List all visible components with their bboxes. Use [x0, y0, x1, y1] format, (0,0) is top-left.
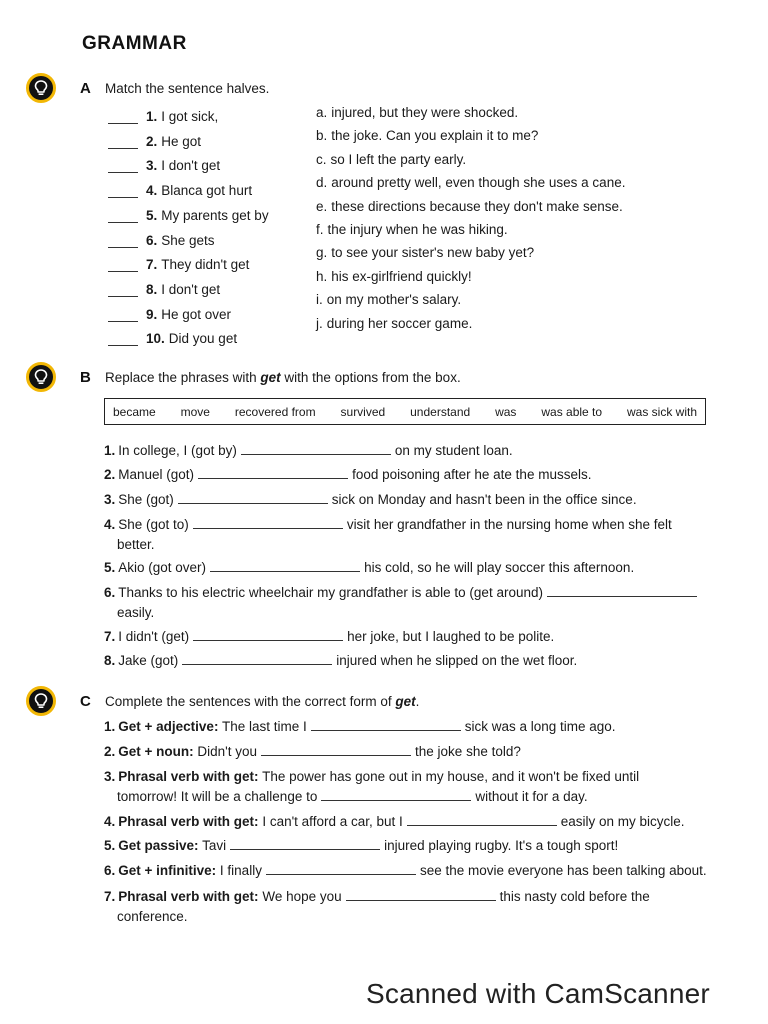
item-text: visit her grandfather in the nursing home when she felt	[346, 517, 672, 532]
item-number: 6.	[104, 863, 116, 878]
item-label: Get + noun:	[118, 744, 194, 759]
item-text: see the movie everyone has been talking about.	[419, 863, 707, 878]
page-title: GRAMMAR	[82, 33, 187, 54]
section-c-letter: C	[80, 693, 91, 710]
match-right-item	[316, 222, 508, 237]
match-left-item	[108, 129, 201, 149]
item-number: 4.	[104, 814, 116, 829]
item-text: She gets	[161, 232, 215, 248]
item-text: Manuel (got)	[118, 467, 195, 482]
item-label: Phrasal verb with get:	[118, 769, 259, 784]
item-label: Phrasal verb with get:	[118, 814, 259, 829]
item-letter: h.	[316, 268, 328, 284]
item-letter: d.	[316, 175, 328, 191]
item-text: I don't get	[161, 281, 221, 297]
item-number: 7.	[104, 889, 116, 904]
item-number: 3.	[104, 769, 116, 784]
item-text: Didn't you	[197, 744, 258, 759]
item-number: 6.	[146, 232, 158, 248]
answer-blank[interactable]	[210, 570, 360, 572]
exercise-item	[104, 887, 744, 927]
answer-blank[interactable]	[547, 595, 697, 597]
item-label: Get passive:	[118, 838, 199, 853]
item-text: Tavi	[202, 838, 227, 853]
item-letter: a.	[316, 105, 328, 120]
lightbulb-icon	[26, 73, 56, 103]
item-number: 3.	[146, 158, 158, 174]
exercise-item	[104, 515, 744, 555]
item-text: his ex-girlfriend quickly!	[331, 268, 472, 284]
item-text: I didn't (get)	[118, 629, 190, 644]
match-right-item	[316, 316, 472, 331]
match-left-item	[108, 178, 252, 198]
item-text-continued: tomorrow! It will be a challenge to	[117, 789, 318, 804]
word-option: became	[113, 404, 156, 419]
exercise-item	[104, 627, 744, 647]
item-number: 9.	[146, 306, 158, 322]
item-text-continued: conference.	[117, 909, 188, 924]
item-text-continued: easily.	[117, 605, 155, 620]
word-option: was able to	[541, 404, 603, 419]
item-number: 2.	[146, 133, 158, 149]
item-text: injured playing rugby. It's a tough sport!	[384, 838, 619, 853]
answer-blank[interactable]	[346, 899, 496, 901]
match-left-item	[108, 277, 220, 297]
answer-blank[interactable]	[108, 196, 138, 198]
item-number: 10.	[146, 331, 165, 347]
item-letter: f.	[316, 222, 324, 237]
match-right-item	[316, 175, 625, 190]
match-right-item	[316, 292, 461, 307]
item-number: 5.	[104, 560, 116, 575]
item-number: 4.	[104, 517, 116, 532]
answer-blank[interactable]	[266, 873, 416, 875]
camscanner-watermark: Scanned with CamScanner	[366, 978, 710, 1009]
item-number: 8.	[104, 653, 116, 668]
item-label: Get + adjective:	[118, 719, 219, 734]
item-text: during her soccer game.	[326, 315, 473, 331]
item-text: on my mother's salary.	[326, 292, 462, 308]
match-right-item	[316, 269, 472, 284]
item-number: 2.	[104, 467, 116, 482]
item-text: In college, I (got by)	[118, 443, 237, 458]
match-left-item	[108, 228, 215, 248]
match-right-item	[316, 105, 518, 120]
answer-blank[interactable]	[230, 848, 380, 850]
item-number: 1.	[146, 109, 158, 124]
answer-blank[interactable]	[108, 270, 138, 272]
word-option: was sick with	[626, 404, 697, 419]
exercise-item	[104, 742, 744, 762]
answer-blank[interactable]	[193, 527, 343, 529]
item-text: food poisoning after he ate the mussels.	[352, 467, 592, 482]
exercise-item	[104, 583, 744, 623]
item-text: sick was a long time ago.	[464, 719, 616, 734]
item-text: this nasty cold before the	[499, 889, 650, 904]
match-right-item	[316, 128, 538, 143]
word-option: survived	[340, 404, 386, 419]
item-text-continued: better.	[117, 537, 155, 552]
answer-blank[interactable]	[198, 477, 348, 479]
item-text: injured when he slipped on the wet floor.	[336, 653, 578, 668]
item-text: the injury when he was hiking.	[327, 222, 508, 237]
item-text: the joke she told?	[415, 744, 521, 759]
item-text: I got sick,	[161, 109, 219, 124]
item-text: She (got)	[118, 492, 174, 507]
item-letter: b.	[316, 128, 328, 144]
item-text: his cold, so he will play soccer this afternoon.	[364, 560, 635, 575]
item-text: to see your sister's new baby yet?	[331, 245, 535, 261]
item-number: 1.	[104, 719, 116, 734]
item-text: around pretty well, even though she uses a cane.	[331, 175, 626, 191]
item-label: Phrasal verb with get:	[118, 889, 259, 904]
match-right-item	[316, 245, 534, 260]
match-left-item	[108, 302, 231, 322]
item-number: 5.	[146, 207, 158, 223]
item-text: We hope you	[262, 889, 342, 904]
item-number: 7.	[104, 629, 116, 644]
item-text: so I left the party early.	[330, 151, 467, 167]
item-number: 5.	[104, 838, 116, 853]
exercise-item	[104, 465, 744, 485]
item-text: her joke, but I laughed to be polite.	[347, 629, 555, 644]
item-text: He got	[161, 133, 202, 149]
answer-blank[interactable]	[108, 320, 138, 322]
match-left-item	[108, 326, 237, 346]
word-option: understand	[410, 404, 471, 419]
section-c-instruction: Complete the sentences with the correct form of get.	[105, 694, 420, 709]
exercise-item	[104, 861, 744, 881]
item-text: She (got to)	[118, 517, 189, 532]
exercise-item	[104, 558, 744, 578]
item-text: injured, but they were shocked.	[331, 105, 519, 120]
item-letter: i.	[316, 292, 323, 308]
item-text: I finally	[219, 863, 262, 878]
item-text: I can't afford a car, but I	[262, 814, 403, 829]
answer-blank[interactable]	[108, 246, 138, 248]
item-number: 4.	[146, 183, 158, 199]
answer-blank[interactable]	[193, 639, 343, 641]
item-text: sick on Monday and hasn't been in the office since.	[331, 492, 637, 507]
item-text: on my student loan.	[394, 443, 513, 458]
match-left-item	[108, 104, 218, 124]
exercise-item	[104, 767, 744, 807]
answer-blank[interactable]	[108, 171, 138, 173]
answer-blank[interactable]	[108, 147, 138, 149]
item-number: 6.	[104, 585, 116, 600]
exercise-item	[104, 490, 744, 510]
answer-blank[interactable]	[108, 122, 138, 124]
lightbulb-icon	[26, 362, 56, 392]
answer-blank[interactable]	[321, 799, 471, 801]
match-left-item	[108, 153, 220, 173]
answer-blank[interactable]	[182, 663, 332, 665]
item-letter: j.	[316, 315, 323, 331]
answer-blank[interactable]	[311, 729, 461, 731]
word-box	[104, 398, 706, 425]
match-right-item	[316, 199, 623, 214]
section-b-letter: B	[80, 369, 91, 386]
word-option: recovered from	[234, 404, 316, 419]
match-left-item	[108, 252, 249, 272]
section-a-instruction: Match the sentence halves.	[105, 81, 270, 96]
item-number: 3.	[104, 492, 116, 507]
exercise-item	[104, 812, 744, 832]
item-text: the joke. Can you explain it to me?	[331, 128, 539, 144]
item-text: Jake (got)	[118, 653, 179, 668]
item-text: The power has gone out in my house, and it won't be fixed until	[262, 769, 640, 784]
exercise-item	[104, 836, 744, 856]
answer-blank[interactable]	[108, 295, 138, 297]
item-text: Akio (got over)	[118, 560, 207, 575]
item-text: He got over	[161, 306, 232, 322]
item-text: Blanca got hurt	[161, 183, 253, 199]
item-text: My parents get by	[161, 207, 269, 223]
exercise-item	[104, 651, 744, 671]
item-number: 2.	[104, 744, 116, 759]
section-a-letter: A	[80, 80, 91, 97]
match-right-item	[316, 152, 466, 167]
answer-blank[interactable]	[108, 344, 138, 346]
item-label: Get + infinitive:	[118, 863, 217, 878]
item-text: They didn't get	[161, 257, 250, 273]
item-letter: c.	[316, 151, 327, 167]
item-text: easily on my bicycle.	[560, 814, 685, 829]
item-text: Thanks to his electric wheelchair my grandfather is able to (get around)	[118, 585, 543, 600]
item-text: these directions because they don't make sense.	[331, 198, 623, 214]
answer-blank[interactable]	[108, 221, 138, 223]
item-number: 1.	[104, 443, 116, 458]
answer-blank[interactable]	[407, 824, 557, 826]
item-text: without it for a day.	[475, 789, 588, 804]
exercise-item	[104, 717, 744, 737]
item-text: I don't get	[161, 158, 221, 174]
section-b-instruction: Replace the phrases with get with the options from the box.	[105, 370, 461, 385]
answer-blank[interactable]	[241, 453, 391, 455]
word-option: was	[495, 404, 517, 419]
item-letter: e.	[316, 198, 328, 214]
item-number: 7.	[146, 257, 158, 273]
lightbulb-icon	[26, 686, 56, 716]
item-number: 8.	[146, 281, 158, 297]
item-letter: g.	[316, 245, 328, 261]
item-text: The last time I	[221, 719, 307, 734]
match-left-item	[108, 203, 269, 223]
answer-blank[interactable]	[261, 754, 411, 756]
answer-blank[interactable]	[178, 502, 328, 504]
exercise-item	[104, 441, 744, 461]
item-text: Did you get	[168, 331, 238, 347]
word-option: move	[180, 404, 210, 419]
